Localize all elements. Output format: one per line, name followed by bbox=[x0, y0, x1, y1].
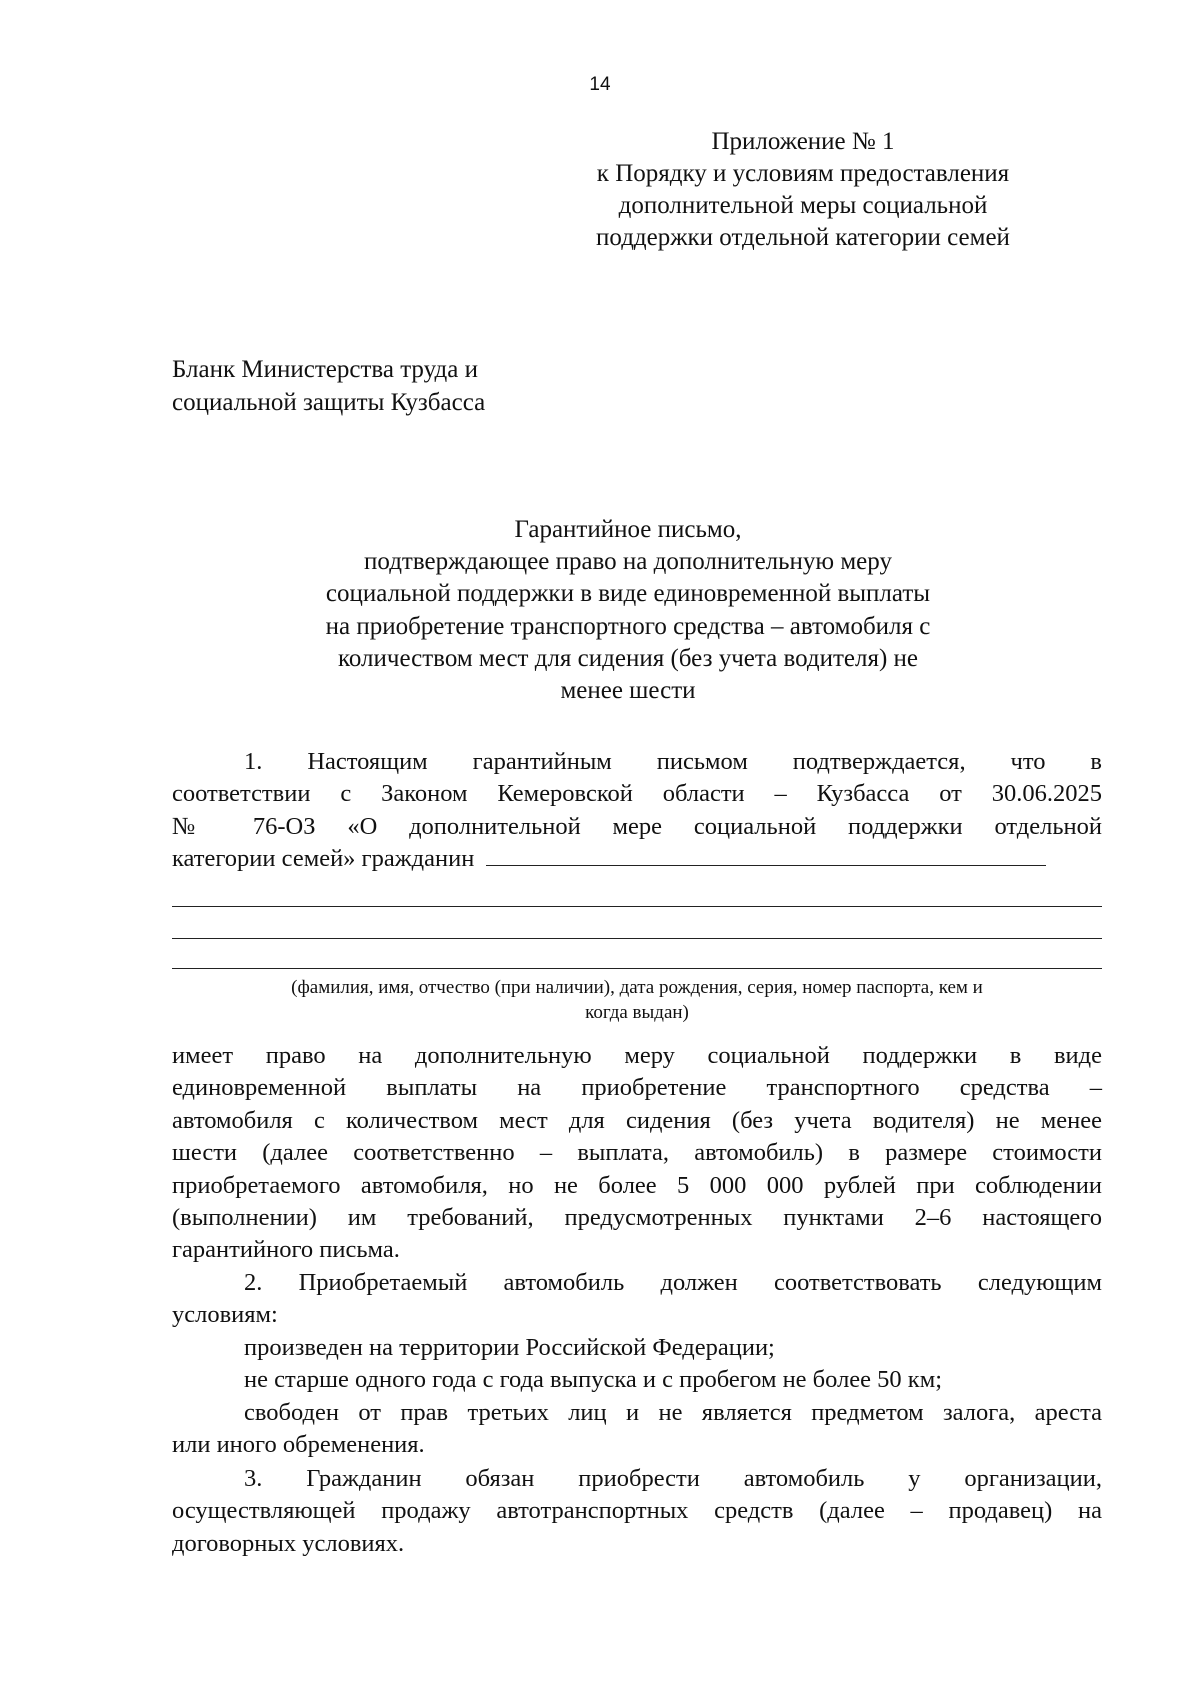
paragraph-line: категории семей» гражданин bbox=[172, 845, 475, 873]
citizen-name-field[interactable] bbox=[486, 843, 1046, 866]
paragraph-line: 3. Гражданин обязан приобрести автомобиль у организации, bbox=[244, 1465, 1102, 1492]
paragraph-line: шести (далее соответственно – выплата, автомобиль) в размере стоимости bbox=[172, 1139, 1102, 1167]
appendix-line: дополнительной меры социальной bbox=[618, 192, 988, 219]
condition-item: или иного обременения. bbox=[172, 1430, 425, 1458]
paragraph-line: осуществляющей продажу автотранспортных средств (далее – продавец) на bbox=[172, 1497, 1102, 1525]
appendix-line: к Порядку и условиям предоставления bbox=[596, 160, 1010, 187]
blank-line: Бланк Министерства труда и bbox=[172, 356, 478, 383]
condition-item: свободен от прав третьих лиц и не является предметом залога, ареста bbox=[244, 1398, 1102, 1426]
appendix-header bbox=[560, 126, 1046, 254]
citizen-line bbox=[172, 843, 1102, 875]
title-line: менее шести bbox=[560, 677, 696, 705]
paragraph-2 bbox=[172, 1267, 1102, 1461]
appendix-line: поддержки отдельной категории семей bbox=[596, 224, 1010, 251]
page-number: 14 bbox=[589, 74, 611, 95]
fill-line[interactable] bbox=[172, 906, 1102, 907]
paragraph-line: 2. Приобретаемый автомобиль должен соответствовать следующим bbox=[244, 1269, 1102, 1296]
ministry-blank bbox=[172, 353, 485, 419]
title-line: подтверждающее право на дополнительную меру bbox=[364, 548, 892, 576]
caption-line: (фамилия, имя, отчество (при наличии), дата рождения, серия, номер паспорта, кем и bbox=[291, 977, 983, 998]
caption-line: когда выдан) bbox=[585, 1002, 689, 1023]
title-line: социальной поддержки в виде единовременной выплаты bbox=[325, 580, 931, 608]
paragraph-1 bbox=[172, 746, 1102, 876]
blank-line: социальной защиты Кузбасса bbox=[172, 389, 486, 416]
paragraph-line: 1. Настоящим гарантийным письмом подтверждается, что в bbox=[244, 748, 1102, 775]
paragraph-1-continuation bbox=[172, 1040, 1102, 1267]
appendix-line: Приложение № 1 bbox=[711, 128, 895, 155]
paragraph-line: № 76-ОЗ «О дополнительной мере социальной поддержки отдельной bbox=[172, 812, 1102, 840]
paragraph-line: гарантийного письма. bbox=[172, 1236, 400, 1264]
condition-item: произведен на территории Российской Федерации; bbox=[244, 1333, 775, 1361]
paragraph-line: (выполнении) им требований, предусмотренных пунктами 2–6 настоящего bbox=[172, 1203, 1102, 1231]
paragraph-line: автомобиля с количеством мест для сидения (без учета водителя) не менее bbox=[172, 1106, 1102, 1134]
fill-line[interactable] bbox=[172, 938, 1102, 939]
paragraph-line: приобретаемого автомобиля, но не более 5 000 000 рублей при соблюдении bbox=[172, 1171, 1102, 1199]
fill-line[interactable] bbox=[172, 968, 1102, 969]
title-line: на приобретение транспортного средства – автомобиля с bbox=[325, 612, 931, 640]
paragraph-line: условиям: bbox=[172, 1301, 278, 1329]
condition-item: не старше одного года с года выпуска и с пробегом не более 50 км; bbox=[244, 1366, 943, 1394]
paragraph-line: имеет право на дополнительную меру социальной поддержки в виде bbox=[172, 1042, 1102, 1069]
title-line: Гарантийное письмо, bbox=[514, 516, 742, 543]
document-title bbox=[236, 514, 1020, 707]
paragraph-line: соответствии с Законом Кемеровской области – Кузбасса от 30.06.2025 bbox=[172, 780, 1102, 808]
field-caption bbox=[172, 975, 1102, 1025]
paragraph-line: договорных условиях. bbox=[172, 1529, 405, 1557]
paragraph-line: единовременной выплаты на приобретение транспортного средства – bbox=[172, 1074, 1102, 1102]
paragraph-3 bbox=[172, 1463, 1102, 1560]
title-line: количеством мест для сидения (без учета водителя) не bbox=[337, 644, 919, 672]
